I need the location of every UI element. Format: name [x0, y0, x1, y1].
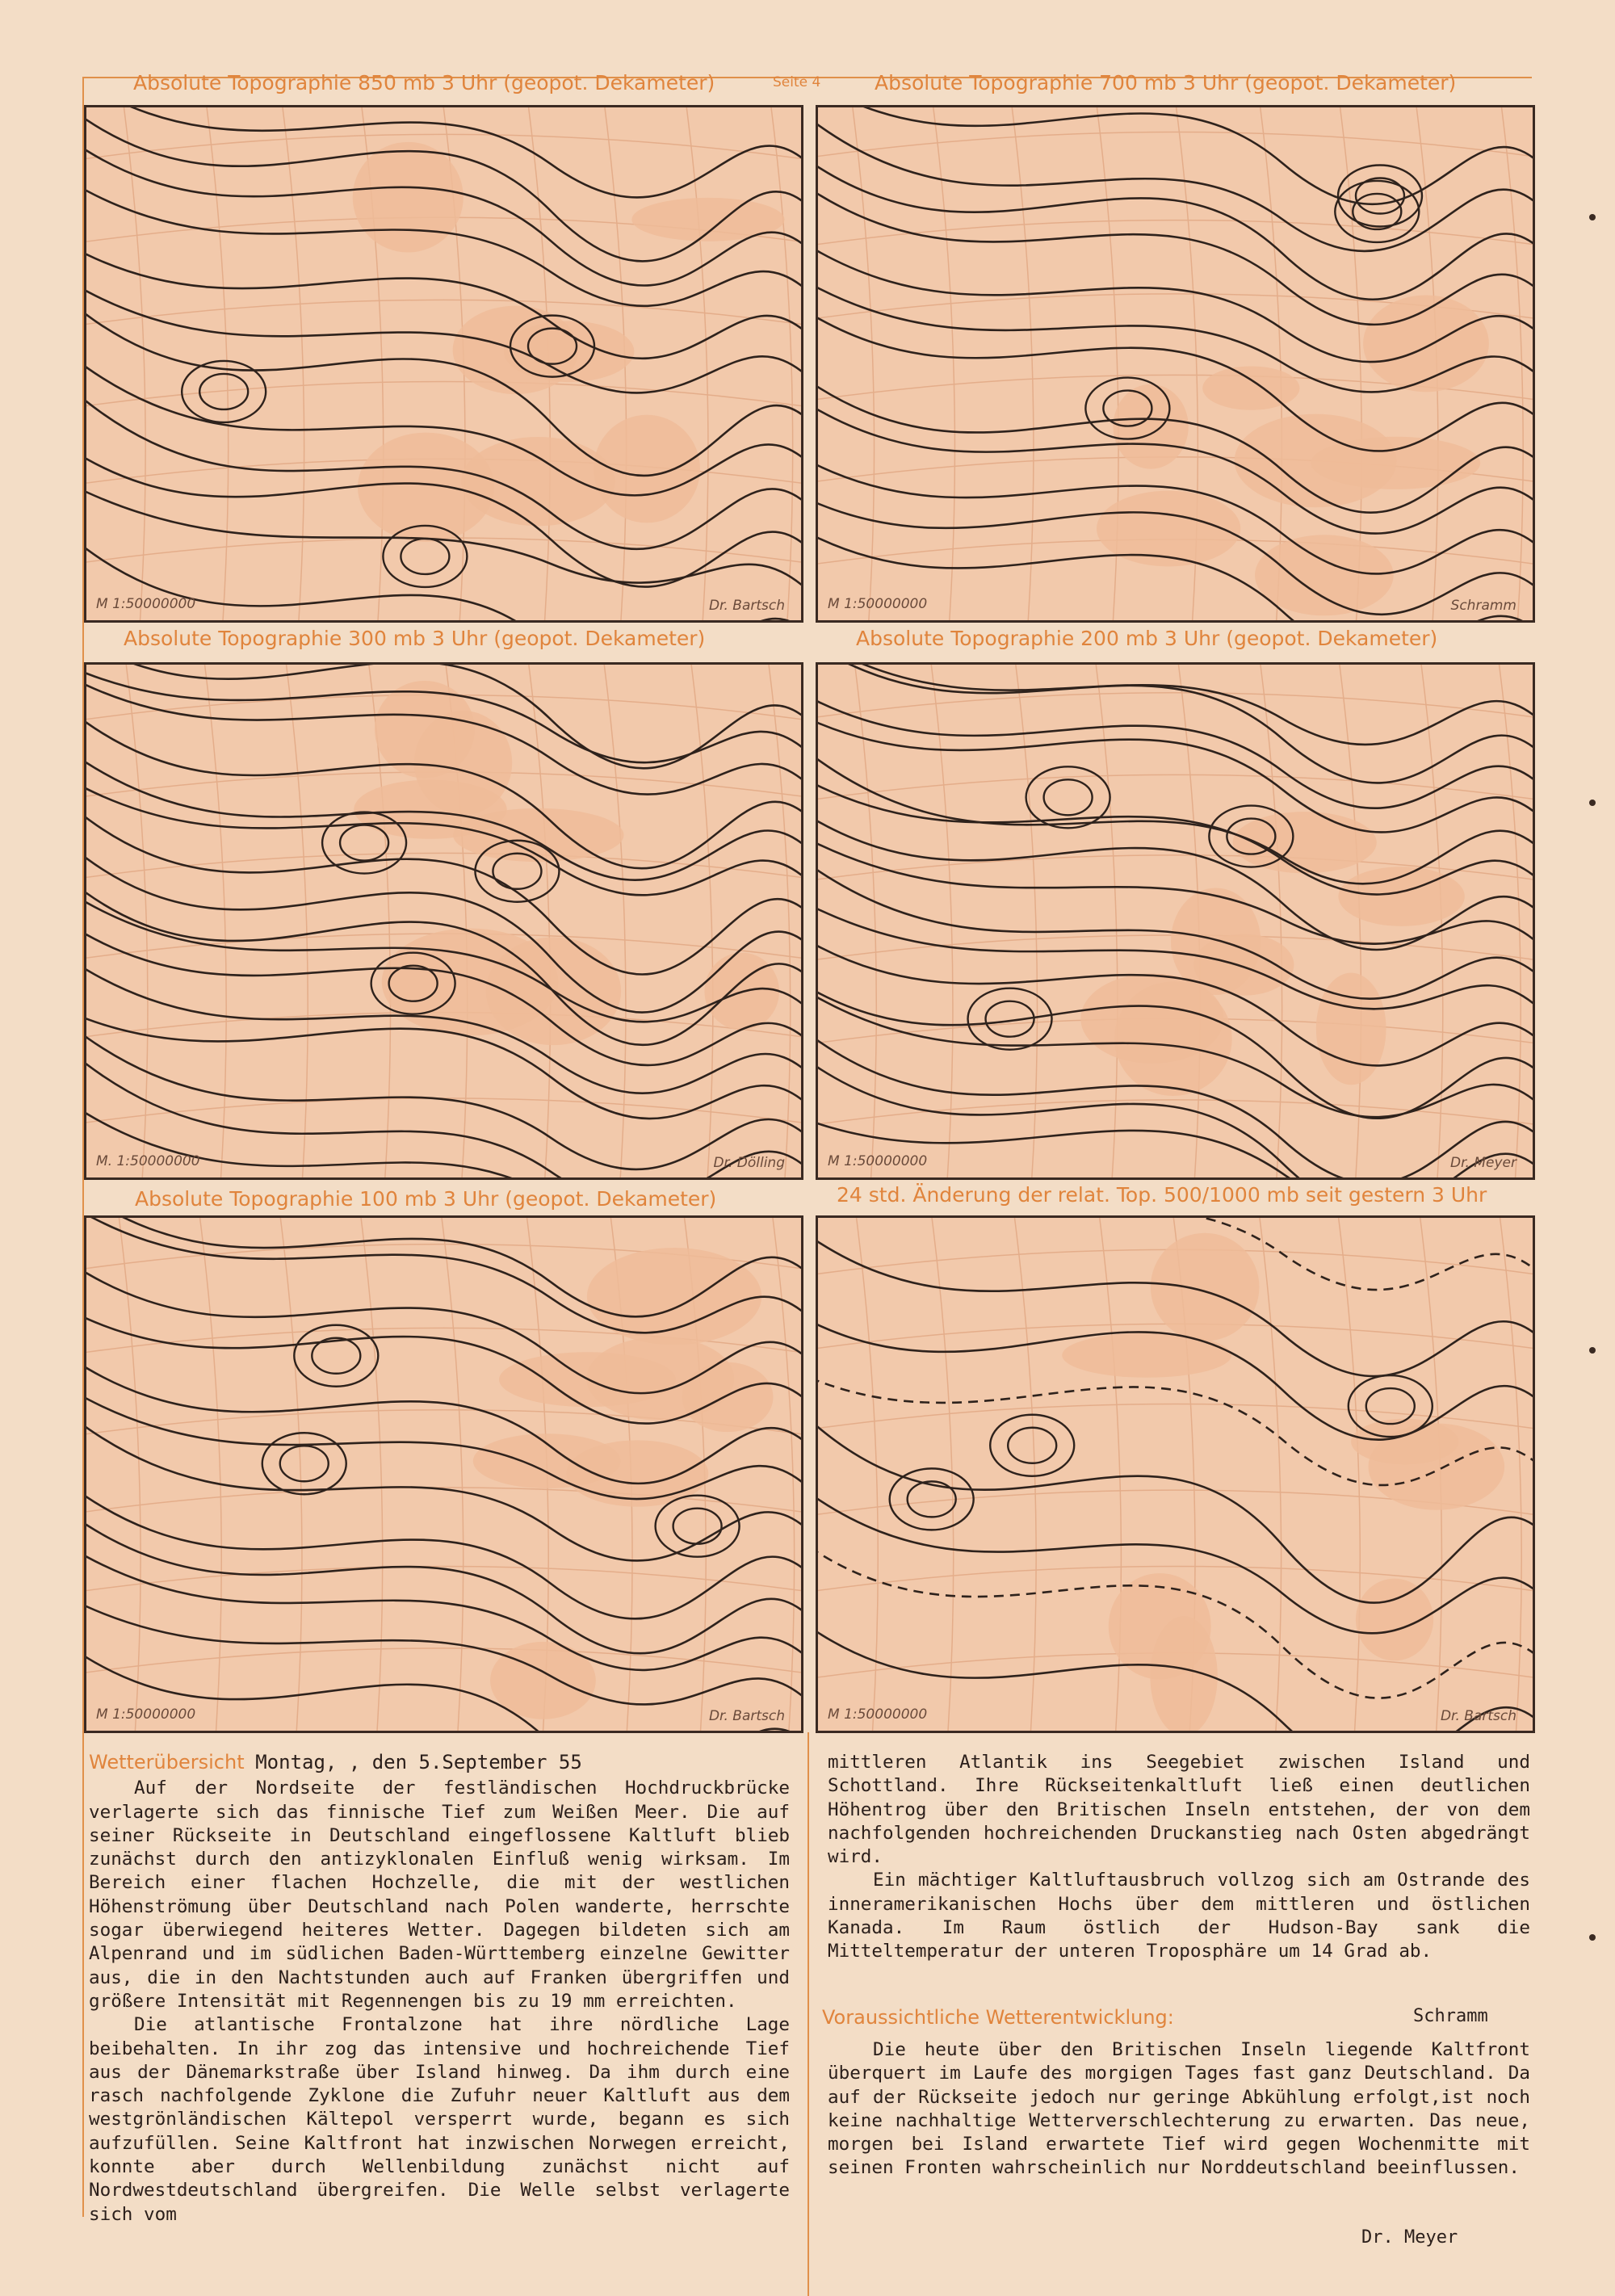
chart-700mb-scale: M 1:50000000: [828, 596, 928, 612]
chart-title-700: Absolute Topographie 700 mb 3 Uhr (geopot. Dekameter): [875, 71, 1457, 94]
overview-column-right: [828, 1751, 1530, 1964]
chart-relative-change-scale: M 1:50000000: [828, 1706, 928, 1723]
overview-column-left: [89, 1751, 790, 2227]
chart-200mb-scale: M 1:50000000: [828, 1153, 928, 1169]
chart-100mb: [84, 1215, 803, 1733]
overview-author: Schramm: [1413, 2006, 1488, 2026]
overview-paragraph-2: Die atlantische Frontalzone hat ihre nördliche Lage beibehalten. In ihr zog das intensive und hochreichende Tief aus der Dänemarkstraße über Island hinweg. Da ihm durch eine rasch nachfolgende Zyklone die Zufuhr neuer Kaltluft aus dem westgrönländischen Kältepol versperrt wurde, begann es sich aufzufüllen. Seine Kaltfront hat inzwischen Norwegen erreicht, konnte aber durch Wellenbildung zunächst nicht auf Nordwestdeutschland übergreifen. Die Welle selbst verlagerte sich vom: [89, 2014, 790, 2225]
chart-relative-change-author: Dr. Bartsch: [1440, 1708, 1516, 1724]
chart-title-200: Absolute Topographie 200 mb 3 Uhr (geopot. Dekameter): [856, 627, 1438, 650]
chart-relative-change-contours: [818, 1218, 1533, 1731]
chart-700mb-contours: [818, 107, 1533, 620]
margin-dot: [1589, 1347, 1596, 1354]
chart-850mb-scale: M 1:50000000: [96, 596, 196, 612]
overview-label: Wetterübersicht: [89, 1751, 245, 1773]
chart-300mb-author: Dr. Dölling: [713, 1155, 785, 1171]
chart-700mb-author: Schramm: [1450, 598, 1516, 614]
chart-100mb-author: Dr. Bartsch: [708, 1708, 785, 1724]
chart-title-change: 24 std. Änderung der relat. Top. 500/1000 mb seit gestern 3 Uhr: [837, 1183, 1487, 1207]
chart-200mb: [816, 662, 1535, 1180]
overview-paragraph-3: mittleren Atlantik ins Seegebiet zwischen Island und Schottland. Ihre Rückseitenkaltluft ließ einen deutlichen Höhentrog über den Britischen Inseln entstehen, der von dem nachfolgenden hochreichenden Druckanstieg nach Osten abgedrängt wird.: [828, 1752, 1530, 1868]
page-number: Seite 4: [773, 74, 821, 90]
chart-title-300: Absolute Topographie 300 mb 3 Uhr (geopot. Dekameter): [124, 627, 706, 650]
chart-850mb: [84, 105, 803, 623]
margin-dot: [1589, 214, 1596, 220]
chart-title-850: Absolute Topographie 850 mb 3 Uhr (geopot. Dekameter): [133, 71, 715, 94]
chart-200mb-contours: [818, 665, 1533, 1177]
margin-dot: [1589, 1934, 1596, 1941]
chart-300mb: [84, 662, 803, 1180]
overview-paragraph-4: Ein mächtiger Kaltluftausbruch vollzog sich am Ostrande des inneramerikanischen Hochs über dem mittleren und östlichen Kanada. Im Raum östlich der Hudson-Bay sank die Mitteltemperatur der unteren Troposphäre um 14 Grad ab.: [828, 1870, 1530, 1962]
chart-850mb-author: Dr. Bartsch: [708, 598, 785, 614]
forecast-label: Voraussichtliche Wetterentwicklung:: [822, 2006, 1174, 2029]
chart-100mb-contours: [86, 1218, 801, 1731]
chart-300mb-scale: M. 1:50000000: [96, 1153, 200, 1169]
frame-middle-line: [808, 1732, 809, 2296]
forecast-author: Dr. Meyer: [1361, 2227, 1458, 2248]
chart-850mb-contours: [86, 107, 801, 620]
forecast-text: Die heute über den Britischen Inseln liegende Kaltfront überquert im Laufe des morgigen Tages fast ganz Deutschland. Da auf der Rückseite jedoch nur geringe Abkühlung erfolgt,ist noch keine nachhaltige Wetterverschlechterung zu erwarten. Das neue, morgen bei Island erwartete Tief wird gegen Wochenmitte mit seinen Fronten wahrscheinlich nur Norddeutschland beeinflussen.: [828, 2039, 1530, 2179]
chart-300mb-contours: [86, 665, 801, 1177]
overview-date: Montag, , den 5.September 55: [255, 1751, 582, 1773]
overview-paragraph-1: Auf der Nordseite der festländischen Hochdruckbrücke verlagerte sich das finnische Tief zum Weißen Meer. Die auf seiner Rückseite in Deutschland eingeflossene Kaltluft blieb zunächst durch den antizyklonalen Einfluß wenig wirksam. Im Bereich einer flachen Hochzelle, die mit der westlichen Höhenströmung über Deutschland nach Polen wanderte, herrschte sogar überwiegend heiteres Wetter. Dagegen bildeten sich am Alpenrand und im südlichen Baden-Württemberg einzelne Gewitter aus, die in den Nachtstunden auch auf Franken übergriffen und größere Intensität mit Regennengen bis zu 19 mm erreichten.: [89, 1778, 790, 2012]
chart-title-100: Absolute Topographie 100 mb 3 Uhr (geopot. Dekameter): [135, 1187, 717, 1211]
chart-relative-change: [816, 1215, 1535, 1733]
margin-dot: [1589, 800, 1596, 806]
chart-700mb: [816, 105, 1535, 623]
forecast-column: [828, 2038, 1530, 2181]
chart-200mb-author: Dr. Meyer: [1450, 1155, 1516, 1171]
chart-100mb-scale: M 1:50000000: [96, 1706, 196, 1723]
